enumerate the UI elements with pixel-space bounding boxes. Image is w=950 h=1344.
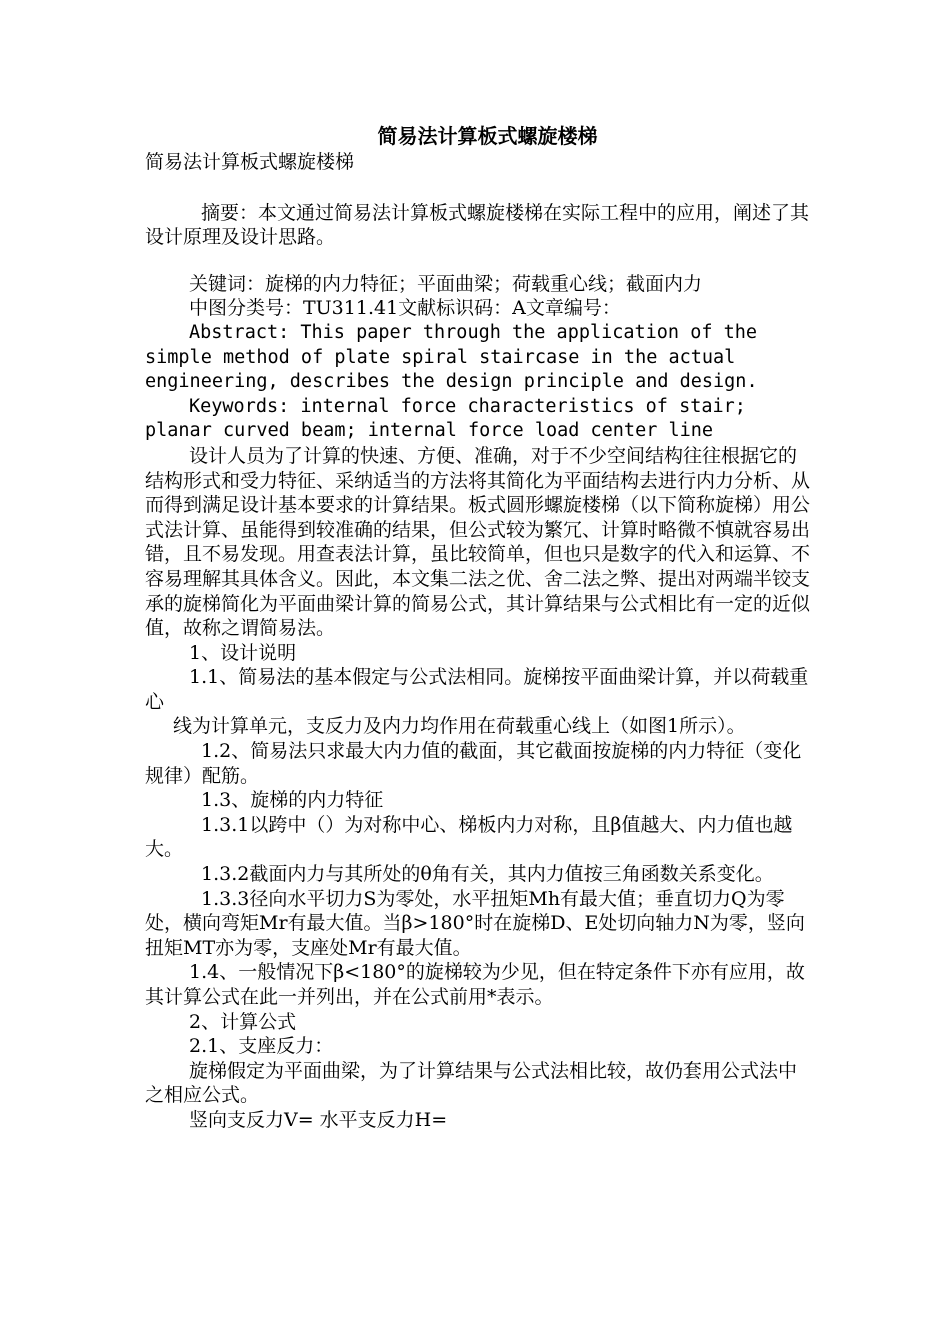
body-paragraph: 1.3.2截面内力与其所处的θ角有关，其内力值按三角函数关系变化。 bbox=[201, 863, 774, 886]
subsection-heading: 2.1、支座反力： bbox=[189, 1035, 334, 1058]
section-heading: 2、计算公式 bbox=[189, 1010, 297, 1033]
document-subtitle: 简易法计算板式螺旋楼梯 bbox=[145, 151, 355, 173]
classification-line: 中图分类号：TU311.41文献标识码：A文章编号： bbox=[189, 297, 621, 320]
spacer bbox=[145, 175, 810, 201]
body-paragraph: 旋梯假定为平面曲梁，为了计算结果与公式法相比较，故仍套用公式法中之相应公式。 bbox=[145, 1059, 798, 1107]
body-paragraph: 1.2、简易法只求最大内力值的截面，其它截面按旋梯的内力特征（变化规律）配筋。 bbox=[145, 740, 802, 787]
section-heading: 1、设计说明 bbox=[189, 641, 297, 664]
body-paragraph: 1.3.3径向水平切力S为零处，水平扭矩Mh有最大值；垂直切力Q为零处，横向弯矩Mr有最大值。当β>180°时在旋梯D、E处切向轴力N为零，竖向扭矩MT亦为零，支座处Mr有最大值。 bbox=[145, 887, 805, 959]
body-paragraph: 1.4、一般情况下β<180°的旋梯较为少见，但在特定条件下亦有应用，故其计算公式在此一并列出，并在公式前用*表示。 bbox=[145, 961, 805, 1008]
body-paragraph: 线为计算单元，支反力及内力均作用在荷载重心线上（如图1所示）。 bbox=[173, 715, 746, 738]
subsection-heading: 1.3、旋梯的内力特征 bbox=[201, 789, 384, 812]
keywords-cn: 关键词：旋梯的内力特征；平面曲梁；荷载重心线；截面内力 bbox=[189, 272, 703, 295]
spacer bbox=[145, 250, 810, 272]
body-paragraph: 1.3.1以跨中（）为对称中心、梯板内力对称，且β值越大、内力值也越大。 bbox=[145, 813, 793, 861]
document-body bbox=[145, 122, 810, 1133]
body-paragraph: 设计人员为了计算的快速、方便、准确，对于不少空间结构往往根据它的结构形式和受力特征、采纳适当的方法将其简化为平面结构去进行内力分析、从而得到满足设计基本要求的计算结果。板式圆形螺旋楼梯（以下简称旋梯）用公式法计算、虽能得到较准确的结果，但公式较为繁冗、计算时略微不慎就容易出错，且不易发现。用查表法计算，虽比较简单，但也只是数字的代入和运算、不容易理解其具体含义。因此，本文集二法之优、舍二法之弊、提出对两端半铰支承的旋梯简化为平面曲梁计算的简易公式，其计算结果与公式相比有一定的近似值，故称之谓简易法。 bbox=[145, 444, 811, 640]
body-paragraph: 1.1、简易法的基本假定与公式法相同。旋梯按平面曲梁计算，并以荷载重心 bbox=[145, 666, 809, 713]
document-title: 简易法计算板式螺旋楼梯 bbox=[377, 124, 598, 148]
abstract-cn: 摘要：本文通过简易法计算板式螺旋楼梯在实际工程中的应用，阐述了其设计原理及设计思路。 bbox=[145, 201, 810, 249]
body-paragraph: 竖向支反力V= 水平支反力H= bbox=[189, 1108, 448, 1131]
abstract-en: Abstract: This paper through the application of the simple method of plate spiral staircase in the actual engineering, describes the design principle and design. bbox=[145, 321, 758, 393]
keywords-en: Keywords: internal force characteristics of stair; planar curved beam; internal force load center line bbox=[145, 395, 746, 442]
